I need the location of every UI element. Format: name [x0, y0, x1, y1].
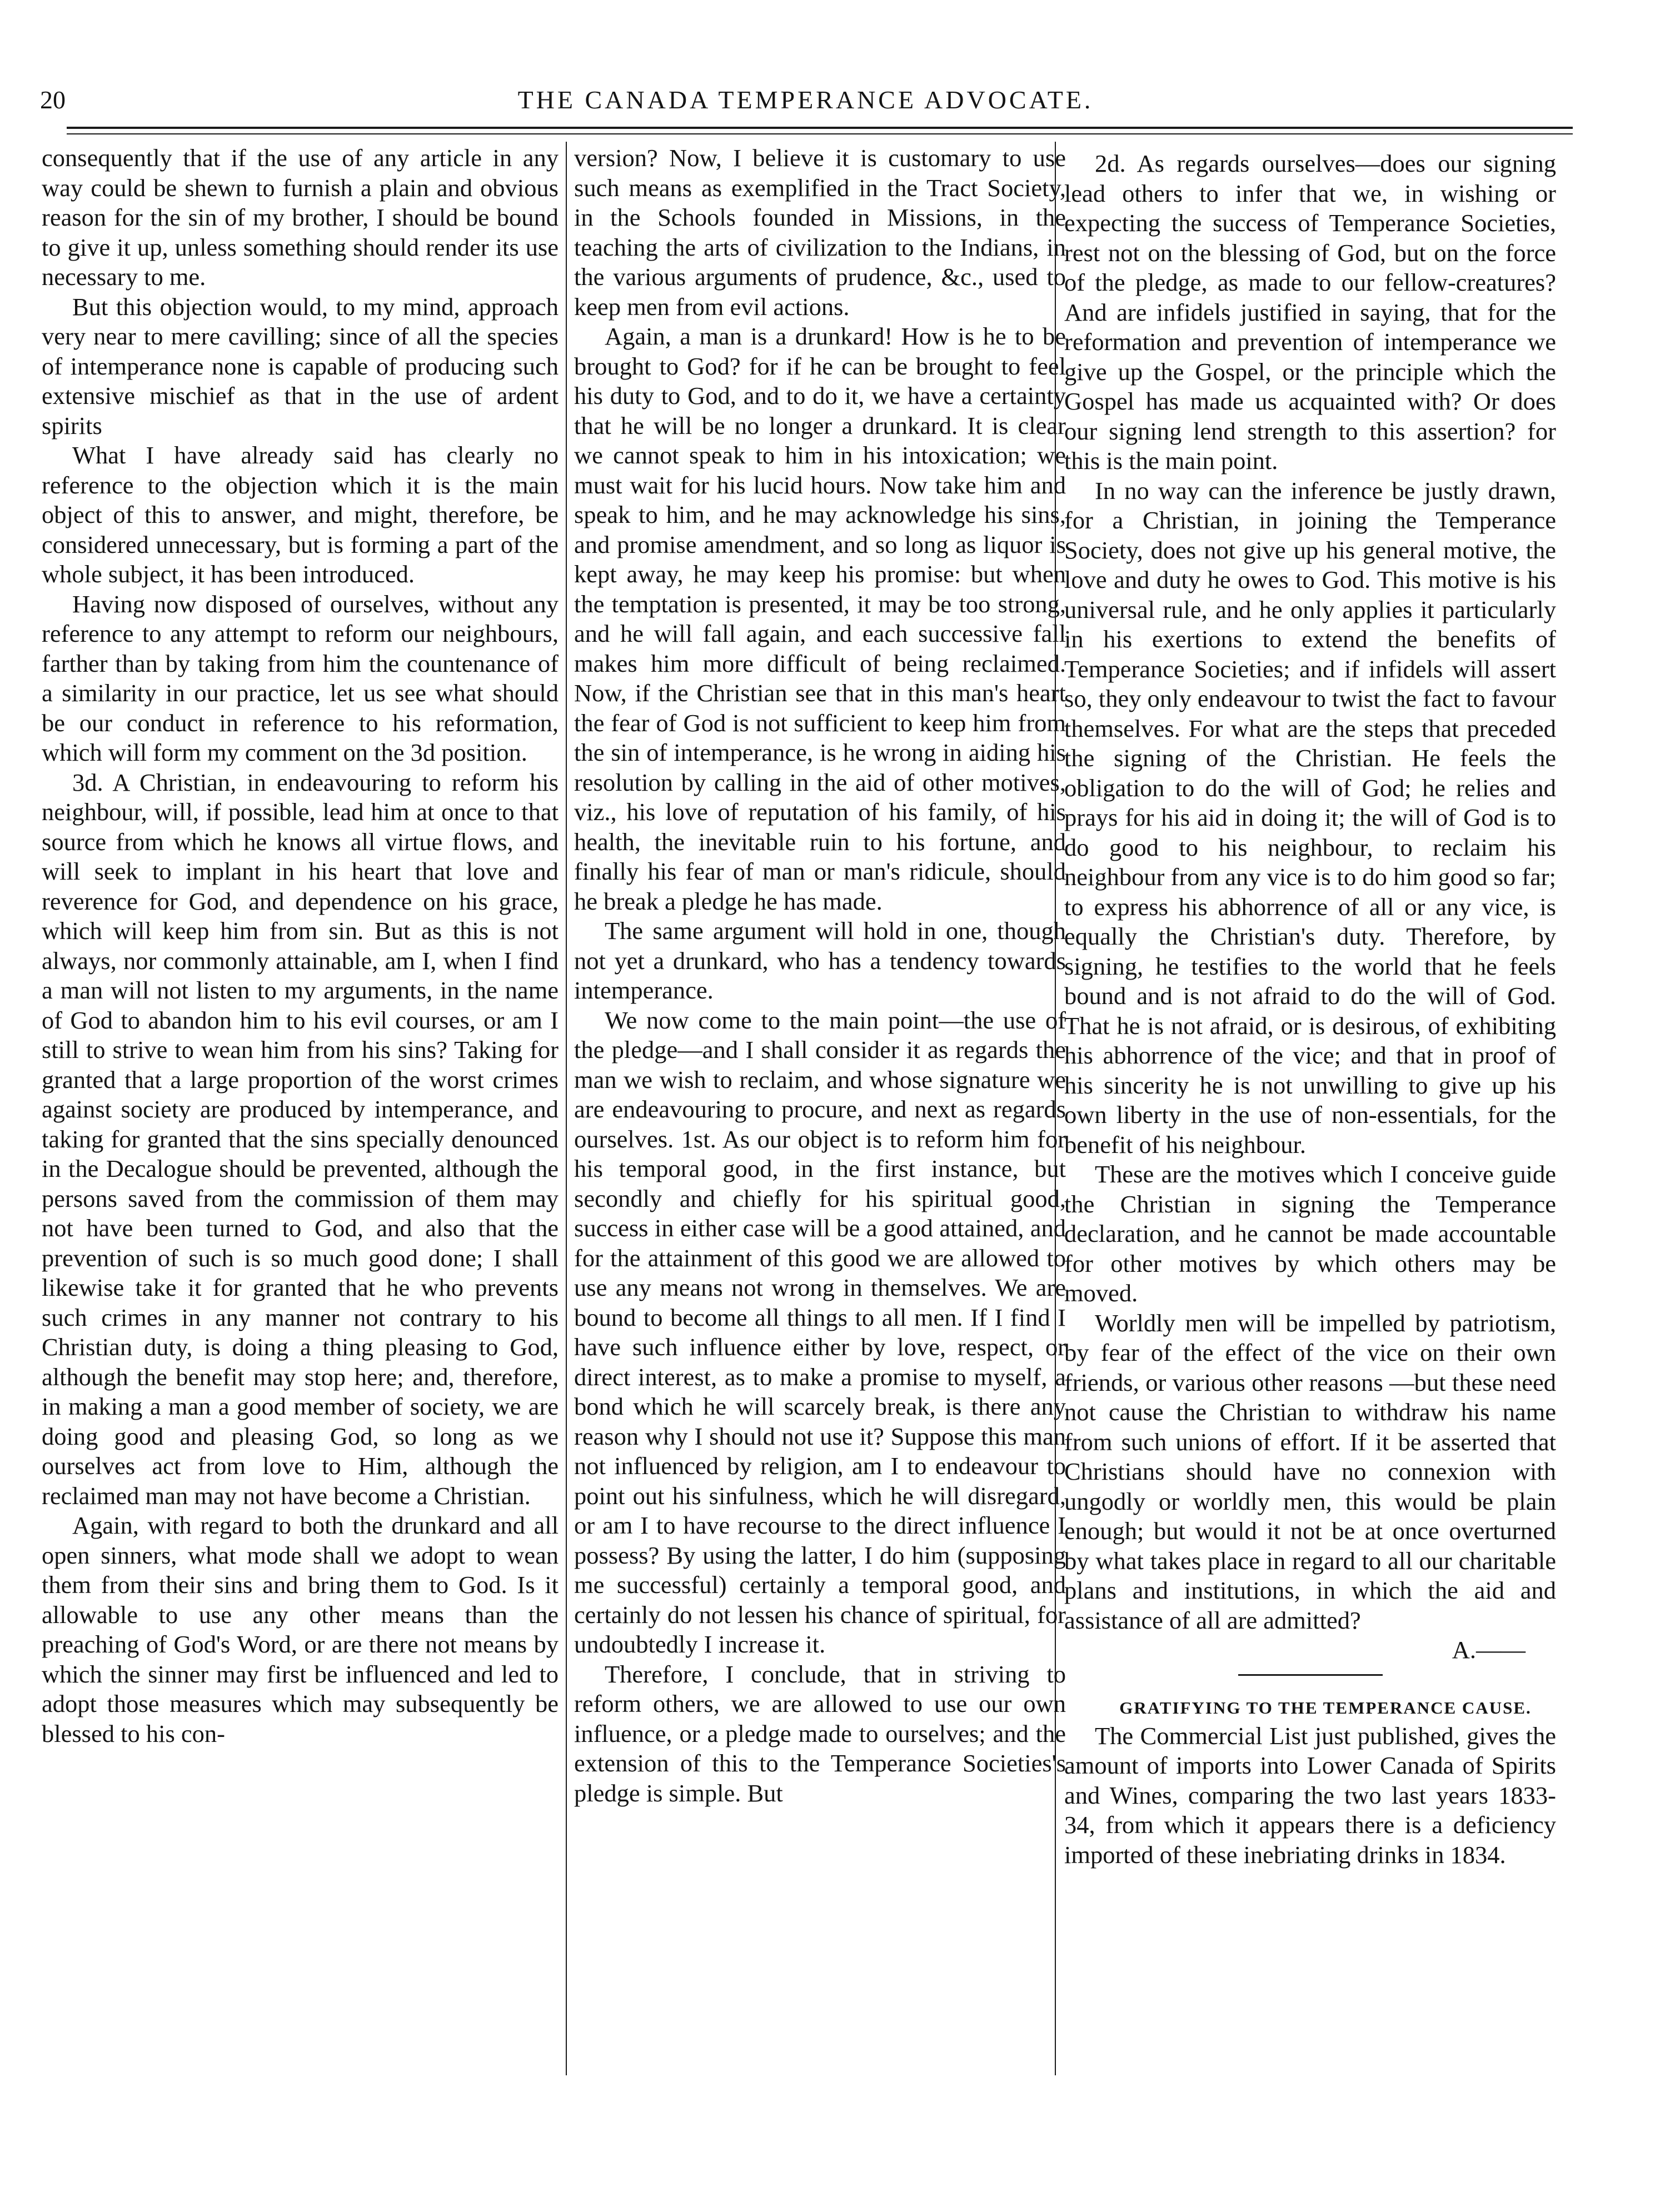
paragraph: Having now disposed of ourselves, without any reference to any attempt to reform our neighbours, farther than by taking from him the countenance of a similarity in our practice, let us see what should be our conduct in reference to his reformation, which will form my comment on the 3d position.	[42, 590, 559, 766]
section-separator	[1238, 1674, 1383, 1676]
paragraph: Worldly men will be impelled by patriotism, by fear of the effect of the vice on their own friends, or various other reasons —but these need not cause the Christian to withdraw his name from such unions of effort. If it be asserted that Christians should have no connexion with ungodly or worldly men, this would be plain enough; but would it not be at once overturned by what takes place in regard to all our charitable plans and institutions, in which the aid and assistance of all are admitted?	[1064, 1309, 1556, 1634]
paragraph: consequently that if the use of any article in any way could be shewn to furnish a plain and obvious reason for the sin of my brother, I should be bound to give it up, unless something should render its use necessary to me.	[42, 144, 559, 291]
paragraph: 3d. A Christian, in endeavouring to reform his neighbour, will, if possible, lead him at once to that source from which he knows all virtue flows, and will seek to implant in his heart that love and reverence for God, and dependence on his grace, which will keep him from sin. But as this is not always, nor commonly attainable, am I, when I find a man will not listen to my arguments, in the name of God to abandon him to his evil courses, or am I still to strive to wean him from his sins? Taking for granted that a large proportion of the worst crimes against society are produced by intemperance, and taking for granted that the sins specially denounced in the Decalogue should be prevented, although the persons saved from the commission of them may not have been turned to God, and also that the prevention of such is so much good done; I shall likewise take it for granted that he who prevents such crimes in any manner not contrary to his Christian duty, is doing a thing pleasing to God, although the benefit may stop here; and, therefore, in making a man a good member of society, we are doing good and pleasing God, so long as we ourselves act from love to Him, although the reclaimed man may not have become a Christian.	[42, 768, 559, 1510]
section-heading: GRATIFYING TO THE TEMPERANCE CAUSE.	[1119, 1697, 1532, 1717]
page-title: THE CANADA TEMPERANCE ADVOCATE.	[517, 86, 1094, 114]
column-1	[42, 143, 559, 2144]
paragraph: The same argument will hold in one, though not yet a drunkard, who has a tendency towards intemperance.	[574, 917, 1066, 1004]
paragraph: We now come to the main point—the use of the pledge—and I shall consider it as regards the man we wish to reclaim, and whose signature we are endeavouring to procure, and next as regards ourselves. 1st. As our object is to reform him for his temporal good, in the first instance, but secondly and chiefly for his spiritual good, success in either case will be a good attained, and for the attainment of this good we are allowed to use any means not wrong in themselves. We are bound to become all things to all men. If I find I have such influence either by love, respect, or direct interest, as to make a promise to myself, a bond which he will scarcely break, is there any reason why I should not use it? Suppose this man not influenced by religion, am I to endeavour to point out his sinfulness, which he will disregard, or am I to have recourse to the direct influence I possess? By using the latter, I do him (supposing me successful) certainly a temporal good, and certainly do not lessen his chance of spiritual, for undoubtedly I increase it.	[574, 1006, 1066, 1658]
article-signature: A.——	[1452, 1636, 1526, 1664]
paragraph: The Commercial List just published, gives the amount of imports into Lower Canada of Spirits and Wines, comparing the two last years 1833-34, from which it appears there is a deficiency imported of these inebriating drinks in 1834.	[1064, 1721, 1556, 1869]
column-divider	[566, 142, 567, 2075]
paragraph: Again, with regard to both the drunkard and all open sinners, what mode shall we adopt to wean them from their sins and bring them to God. Is it allowable to use any other means than the preaching of God's Word, or are there not means by which the sinner may first be influenced and led to adopt those measures which may subsequently be blessed to his con-	[42, 1511, 559, 1747]
paragraph: What I have already said has clearly no reference to the objection which it is the main object of this to answer, and might, therefore, be considered unnecessary, but is forming a part of the whole subject, it has been introduced.	[42, 441, 559, 588]
page-header	[34, 81, 1577, 122]
header-rule-thin	[67, 133, 1573, 134]
paragraph: Again, a man is a drunkard! How is he to be brought to God? for if he can be brought to feel his duty to God, and to do it, we have a certainty that he will be no longer a drunkard. It is clear we cannot speak to him in his intoxication; we must wait for his lucid hours. Now take him and speak to him, and he may acknowledge his sins, and promise amendment, and so long as liquor is kept away, he may keep his promise: but when the temptation is presented, it may be too strong, and he will fall again, and each successive fall makes him more difficult of being reclaimed. Now, if the Christian see that in this man's heart the fear of God is not sufficient to keep him from the sin of intemperance, is he wrong in aiding his resolution by calling in the aid of other motives, viz., his love of reputation of his family, of his health, the inevitable ruin to his fortune, and finally his fear of man or man's ridicule, should he break a pledge he has made.	[574, 322, 1066, 915]
paragraph: version? Now, I believe it is customary to use such means as exemplified in the Tract Society, in the Schools founded in Missions, in the teaching the arts of civilization to the Indians, in the various arguments of prudence, &c., used to keep men from evil actions.	[574, 144, 1066, 321]
column-2	[574, 143, 1066, 2144]
page-number: 20	[40, 86, 66, 114]
column-3	[1064, 143, 1556, 2144]
header-rule-thick	[67, 127, 1573, 129]
paragraph: These are the motives which I conceive guide the Christian in signing the Temperance declaration, and he cannot be made accountable for other motives by which others may be moved.	[1064, 1160, 1556, 1307]
paragraph: Therefore, I conclude, that in striving to reform others, we are allowed to use our own influence, or a pledge made to ourselves; and the extension of this to the Temperance Societies's pledge is simple. But	[574, 1660, 1066, 1807]
paragraph: But this objection would, to my mind, approach very near to mere cavilling; since of all the species of intemperance none is capable of producing such extensive mischief as that in the use of ardent spirits	[42, 292, 559, 440]
paragraph: In no way can the inference be justly drawn, for a Christian, in joining the Temperance Society, does not give up his general motive, the love and duty he owes to God. This motive is his universal rule, and he only applies it particularly in his exertions to extend the benefits of Temperance Societies; and if infidels will assert so, they only endeavour to twist the fact to favour themselves. For what are the steps that preceded the signing of the Christian. He feels the obligation to do the will of God; he relies and prays for his aid in doing it; the will of God is to do good to his neighbour, to reclaim his neighbour from any vice is to do him good so far; to express his abhorrence of all or any vice, is equally the Christian's duty. Therefore, by signing, he testifies to the world that he feels bound and is not afraid to do the will of God. That he is not afraid, or is desirous, of exhibiting his abhorrence of the vice; and that in proof of his sincerity he is not unwilling to give up his own liberty in the use of non-essentials, for the benefit of his neighbour.	[1064, 476, 1556, 1159]
paragraph: 2d. As regards ourselves—does our signing lead others to infer that we, in wishing or expecting the success of Temperance Societies, rest not on the blessing of God, but on the force of the pledge, as made to our fellow-creatures? And are infidels justified in saying, that for the reformation and prevention of intemperance we give up the Gospel, or the principle which the Gospel has made us acquainted with? Or does our signing lend strength to this assertion? for this is the main point.	[1064, 149, 1556, 475]
